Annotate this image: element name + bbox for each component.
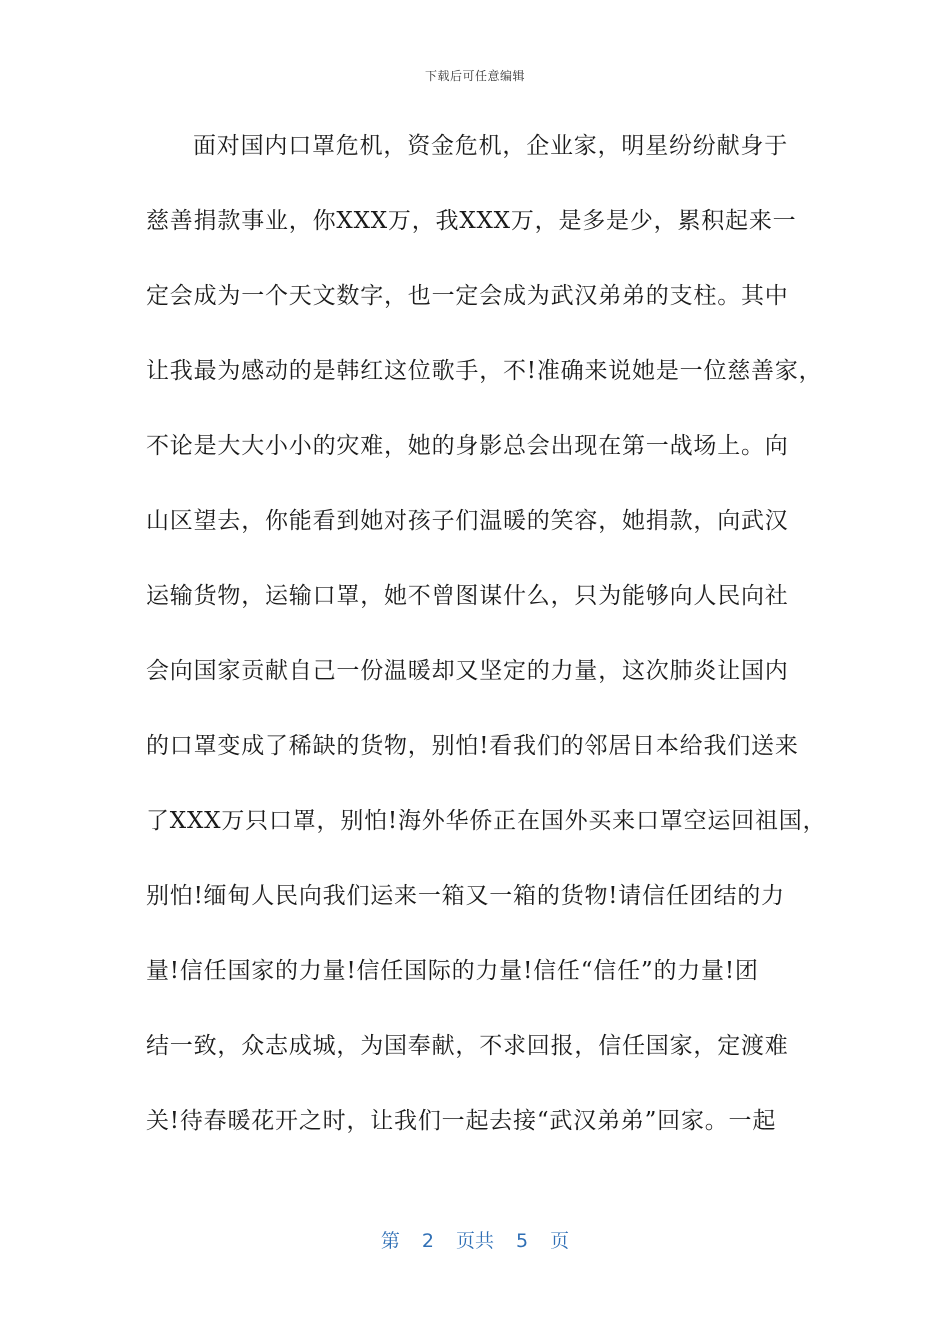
paragraph-line: 慈善捐款事业，你XXX万，我XXX万，是多是少，累积起来一	[146, 208, 797, 234]
paragraph-line: 面对国内口罩危机，资金危机，企业家，明星纷纷献身于	[193, 133, 788, 159]
paragraph-line: 结一致，众志成城，为国奉献，不求回报，信任国家，定渡难	[146, 1033, 789, 1059]
paragraph-line: 量!信任国家的力量!信任国际的力量!信任“信任”的力量!团	[146, 958, 759, 984]
page-number-footer	[0, 1226, 950, 1253]
paragraph-line: 运输货物，运输口罩，她不曾图谋什么，只为能够向人民向社	[146, 583, 789, 609]
header-note: 下载后可任意编辑	[424, 69, 525, 83]
paragraph-line: 别怕!缅甸人民向我们运来一箱又一箱的货物!请信任团结的力	[146, 883, 785, 909]
body-text	[146, 130, 827, 1180]
paragraph-line: 关!待春暖花开之时，让我们一起去接“武汉弟弟”回家。一起	[146, 1108, 777, 1134]
paragraph-line: 会向国家贡献自己一份温暖却又坚定的力量，这次肺炎让国内	[146, 658, 789, 684]
footer-current-page: 2	[421, 1230, 434, 1252]
footer-suffix: 页	[550, 1230, 570, 1252]
paragraph-line: 让我最为感动的是韩红这位歌手，不!准确来说她是一位慈善家，	[146, 358, 823, 384]
footer-prefix: 第	[380, 1230, 400, 1252]
footer-middle: 页共	[455, 1230, 494, 1252]
footer-total-pages: 5	[516, 1230, 529, 1252]
paragraph-line: 定会成为一个天文数字，也一定会成为武汉弟弟的支柱。其中	[146, 283, 789, 309]
paragraph-line: 了XXX万只口罩，别怕!海外华侨正在国外买来口罩空运回祖国，	[146, 808, 827, 834]
paragraph-line: 山区望去，你能看到她对孩子们温暖的笑容，她捐款，向武汉	[146, 508, 789, 534]
paragraph-line: 的口罩变成了稀缺的货物，别怕!看我们的邻居日本给我们送来	[146, 733, 799, 759]
paragraph-line: 不论是大大小小的灾难，她的身影总会出现在第一战场上。向	[146, 433, 789, 459]
